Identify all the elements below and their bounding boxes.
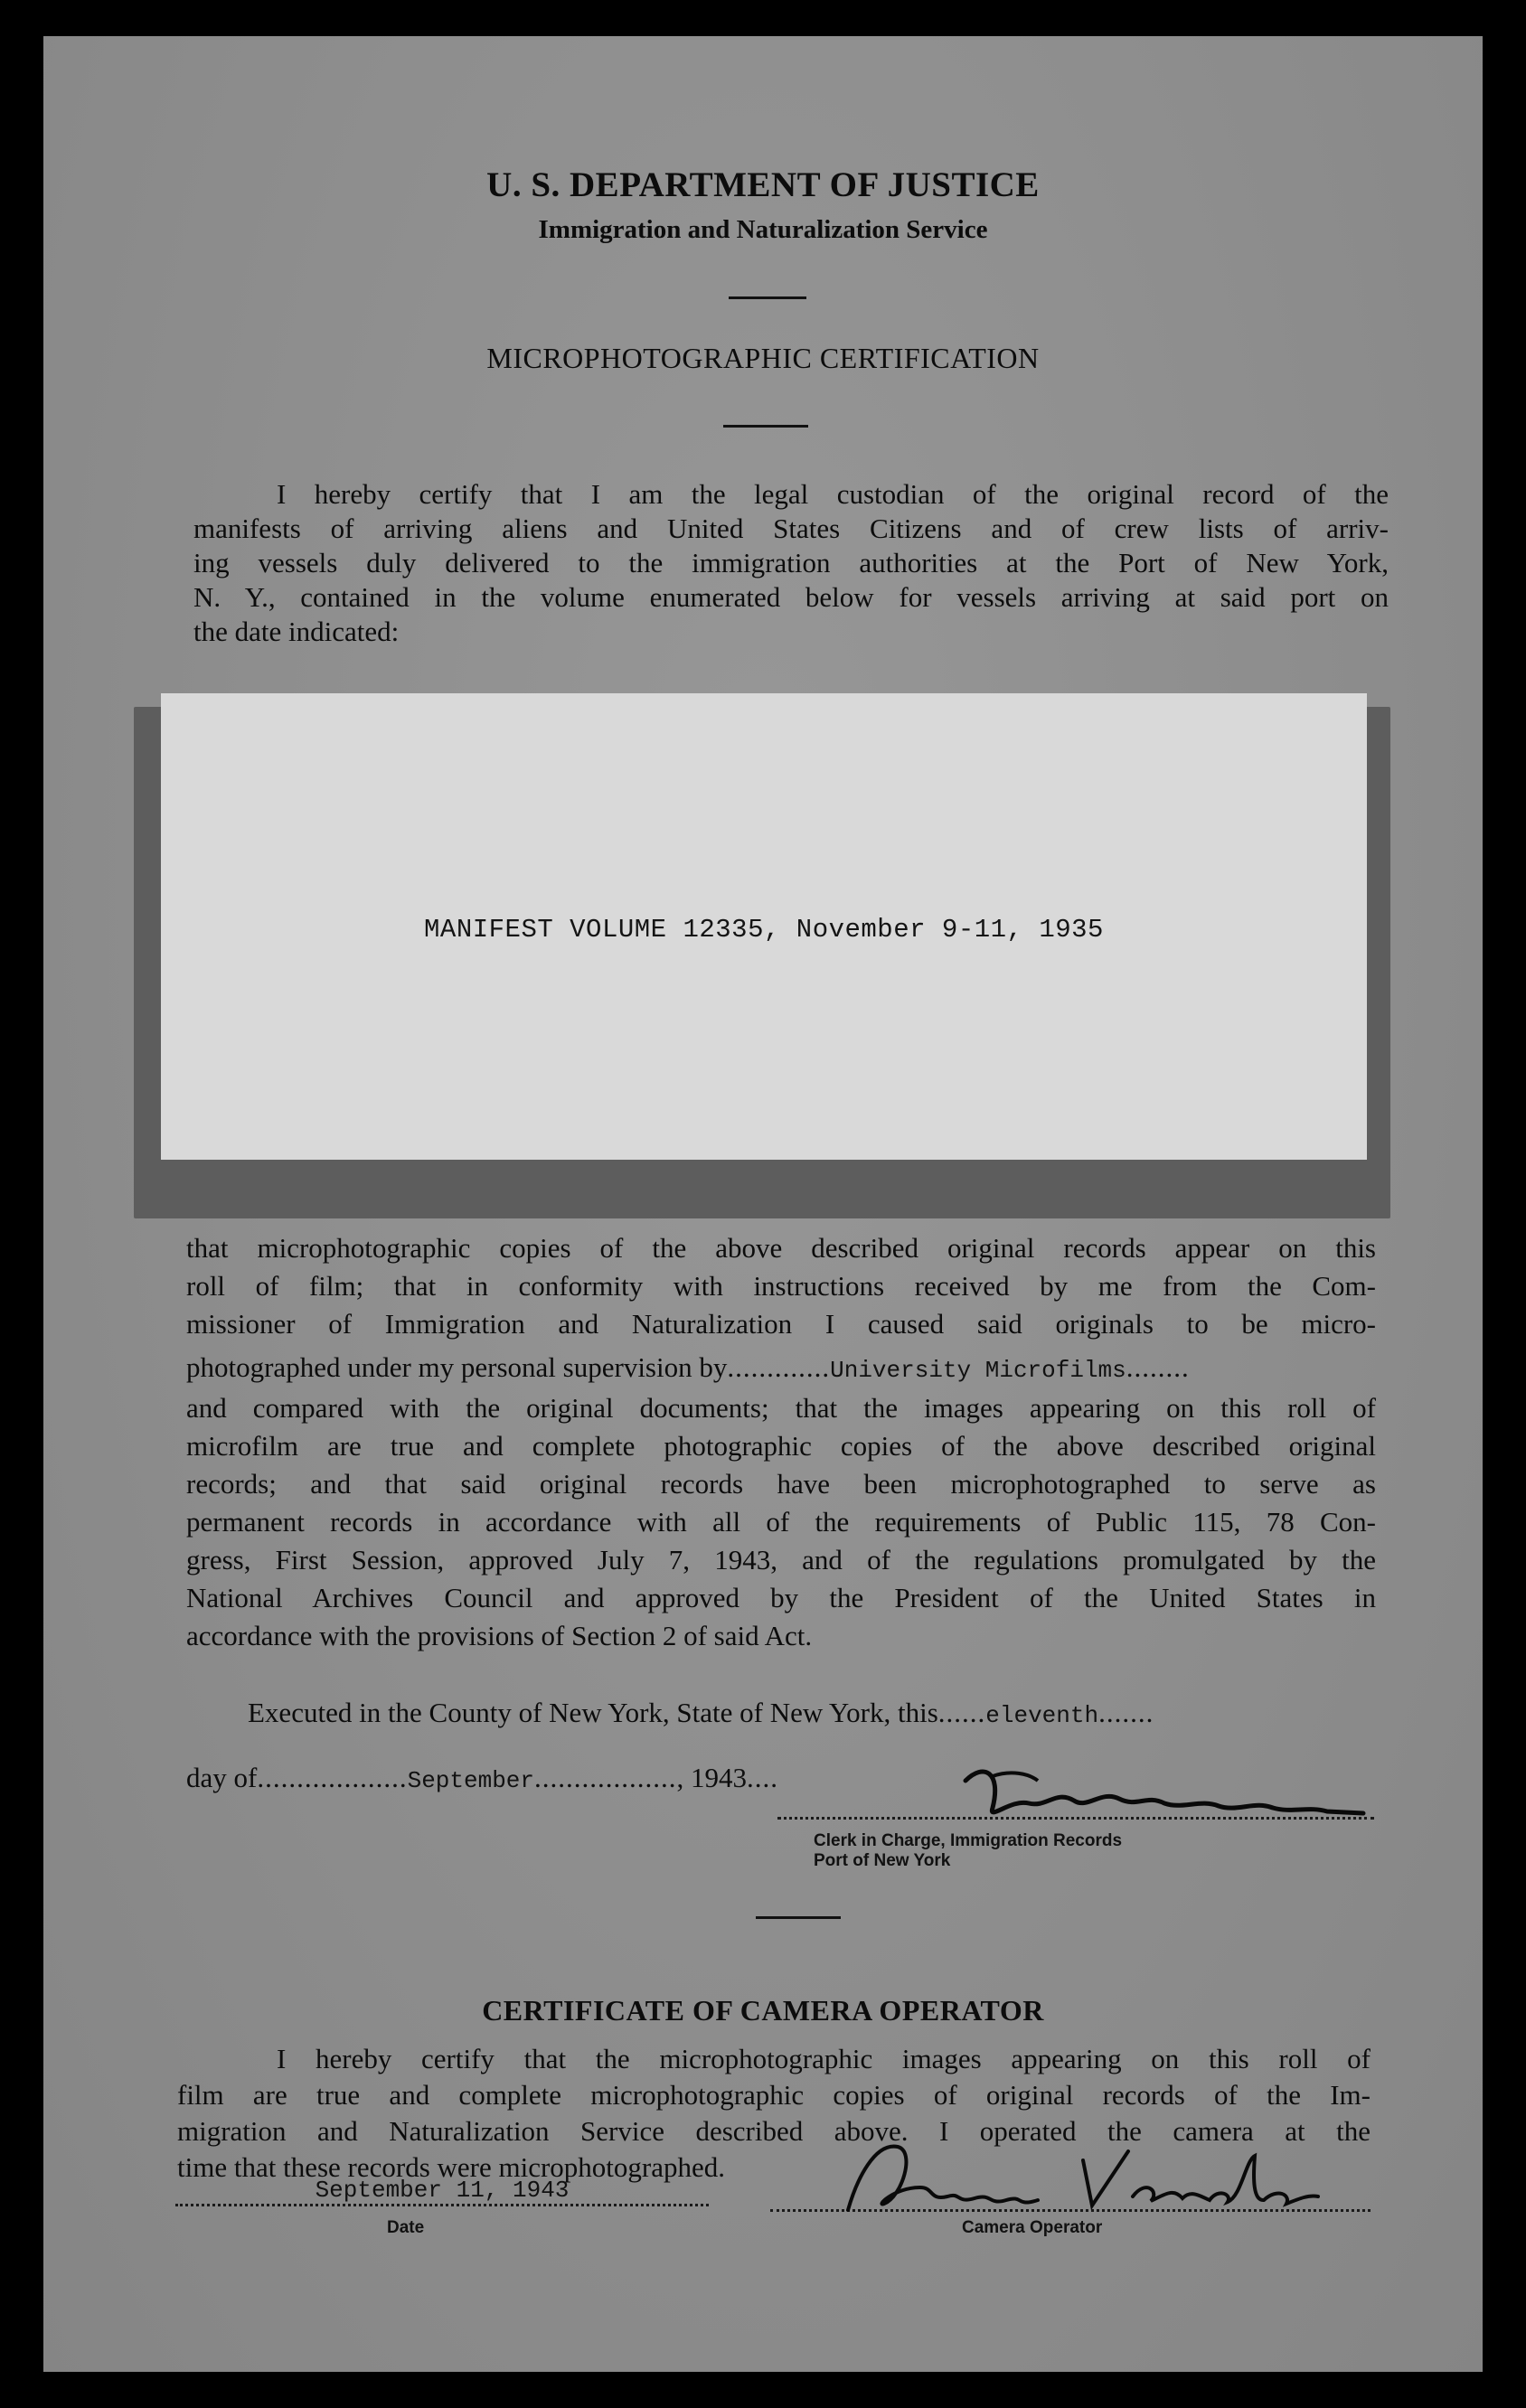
photographed-by-value: University Microfilms xyxy=(830,1357,1126,1384)
date-field xyxy=(175,2177,709,2206)
camera-operator-label: Camera Operator xyxy=(962,2218,1103,2237)
executed-year-value: 3 xyxy=(732,1762,748,1793)
certification-title: MICROPHOTOGRAPHIC CERTIFICATION xyxy=(486,342,1040,374)
clerk-title-line: Clerk in Charge, Immigration Records xyxy=(814,1831,1123,1850)
divider xyxy=(729,296,806,299)
certification-body xyxy=(186,1229,1376,1655)
body-line: records; and that said original records have been microphotographed to serve as xyxy=(186,1468,1376,1500)
manifest-label-panel xyxy=(161,693,1367,1160)
intro-line: the date indicated: xyxy=(193,616,400,647)
clerk-title xyxy=(814,1831,1122,1871)
dot-leader: .................. xyxy=(534,1762,677,1793)
clerk-signature xyxy=(929,1754,1381,1835)
camera-line: I hereby certify that the microphotographic images appearing on this roll of xyxy=(277,2043,1371,2074)
year-prefix: , 194 xyxy=(676,1762,733,1793)
clerk-office-line: Port of New York xyxy=(814,1851,951,1870)
photographed-by-line xyxy=(186,1349,1376,1389)
camera-line: time that these records were microphotographed. xyxy=(177,2151,725,2183)
intro-line: N. Y., contained in the volume enumerated below for vessels arriving at said port on xyxy=(193,581,1389,613)
dot-leader: ................... xyxy=(257,1762,408,1793)
body-line: and compared with the original documents; that the images appearing on this roll of xyxy=(186,1392,1376,1424)
date-label: Date xyxy=(387,2218,425,2237)
camera-line: film are true and complete microphotographic copies of original records of the Im- xyxy=(177,2079,1371,2111)
body-line: National Archives Council and approved by the President of the United States in xyxy=(186,1582,1376,1613)
body-line: microfilm are true and complete photographic copies of the above described original xyxy=(186,1430,1376,1462)
day-of-label: day of xyxy=(186,1762,258,1793)
camera-operator-cert-title: CERTIFICATE OF CAMERA OPERATOR xyxy=(482,1994,1044,2027)
dot-leader: ........ xyxy=(1126,1351,1190,1383)
divider xyxy=(756,1916,841,1919)
executed-line xyxy=(248,1696,1378,1733)
body-line: permanent records in accordance with all of the requirements of Public 115, 78 Con- xyxy=(186,1506,1376,1538)
intro-paragraph xyxy=(193,477,1389,649)
dot-leader: ....... xyxy=(1098,1697,1154,1728)
intro-line: manifests of arriving aliens and United States Citizens and of crew lists of arriv- xyxy=(193,513,1389,544)
executed-date-line xyxy=(186,1761,964,1798)
body-line: accordance with the provisions of Section 2 of said Act. xyxy=(186,1620,813,1651)
body-line: roll of film; that in conformity with instructions received by me from the Com- xyxy=(186,1270,1376,1302)
dot-leader: ............. xyxy=(727,1351,831,1383)
certificate-page xyxy=(43,36,1483,2372)
camera-line: migration and Naturalization Service described above. I operated the camera at the xyxy=(177,2115,1371,2147)
manifest-volume-label: MANIFEST VOLUME 12335, November 9-11, 1935 xyxy=(424,915,1104,945)
dot-leader: .... xyxy=(747,1762,779,1793)
body-line: that microphotographic copies of the above described original records appear on this xyxy=(186,1232,1376,1264)
date-value: September 11, 1943 xyxy=(315,2177,570,2204)
body-line: gress, First Session, approved July 7, 1943, and of the regulations promulgated by the xyxy=(186,1544,1376,1576)
dot-leader: ...... xyxy=(937,1697,986,1728)
intro-line: ing vessels duly delivered to the immigration authorities at the Port of New York, xyxy=(193,547,1389,578)
body-line: missioner of Immigration and Naturalization I caused said originals to be micro- xyxy=(186,1308,1376,1340)
service-subheading: Immigration and Naturalization Service xyxy=(538,215,988,244)
photographed-prefix: photographed under my personal supervision by xyxy=(186,1351,728,1383)
executed-month-value: September xyxy=(407,1767,535,1794)
executed-day-value: eleventh xyxy=(985,1702,1099,1729)
department-heading: U. S. DEPARTMENT OF JUSTICE xyxy=(486,165,1040,204)
camera-operator-signature xyxy=(821,2124,1327,2224)
executed-prefix: Executed in the County of New York, State of New York, this xyxy=(248,1697,938,1728)
divider xyxy=(723,425,808,428)
intro-line: I hereby certify that I am the legal custodian of the original record of the xyxy=(277,478,1389,510)
